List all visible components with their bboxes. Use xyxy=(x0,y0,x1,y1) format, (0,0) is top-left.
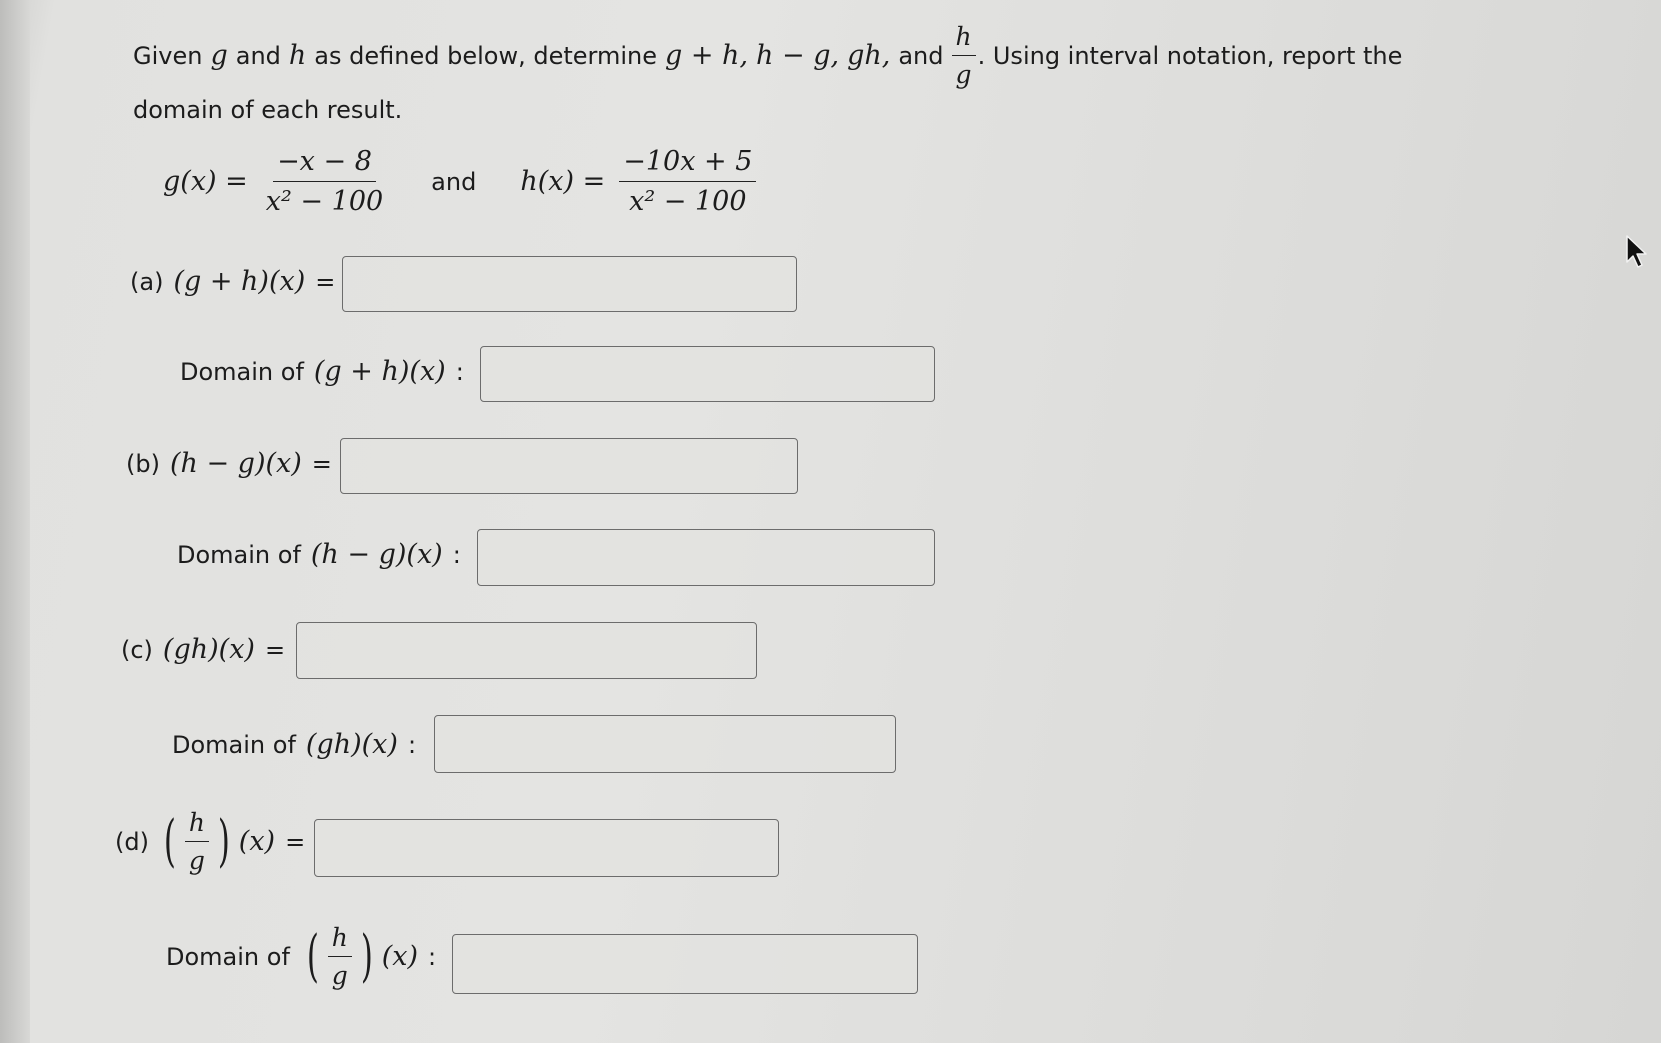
part-c-expr: (gh)(x) xyxy=(162,634,255,665)
part-d-label: (d) xyxy=(115,827,149,856)
part-b-domain-prefix: Domain of xyxy=(177,540,301,569)
part-b-answer-input[interactable] xyxy=(340,438,798,494)
op-sum: g + h, xyxy=(664,40,749,71)
part-d-frac-num: h xyxy=(185,808,209,842)
part-a-expr: (g + h)(x) xyxy=(173,266,306,297)
part-d-eq: = xyxy=(285,827,306,856)
intro-frac-num: h xyxy=(952,22,976,56)
part-d-domain-prefix: Domain of xyxy=(166,942,290,971)
function-definitions xyxy=(163,146,756,217)
part-d-domain-open-paren: ( xyxy=(306,923,319,989)
g-numerator: −x − 8 xyxy=(273,146,376,182)
part-d-domain-frac-num: h xyxy=(328,923,352,957)
h-fraction xyxy=(619,146,756,217)
intro-mid: as defined below, determine xyxy=(314,41,657,70)
part-b-label: (b) xyxy=(126,449,160,478)
part-b-expr: (h − g)(x) xyxy=(169,448,302,479)
h-denominator: x² − 100 xyxy=(629,186,747,217)
screen-edge-shadow xyxy=(0,0,30,1043)
part-d-domain-row xyxy=(166,923,436,990)
part-c-label: (c) xyxy=(121,635,153,664)
intro-prefix: Given xyxy=(133,41,203,70)
part-b-domain-expr: (h − g)(x) xyxy=(310,539,443,570)
part-d-label-row xyxy=(115,808,305,875)
part-d-frac-den: g xyxy=(188,846,205,875)
op-diff: h − g, xyxy=(756,40,840,71)
part-c-domain-prefix: Domain of xyxy=(172,730,296,759)
part-c-domain-colon: : xyxy=(407,730,417,759)
part-c-eq: = xyxy=(264,635,286,664)
part-d-domain-frac-den: g xyxy=(331,961,348,990)
part-c-domain-expr: (gh)(x) xyxy=(305,729,398,760)
part-d-domain-fraction xyxy=(328,923,352,990)
part-a-label-row xyxy=(130,266,335,297)
part-a-domain-row xyxy=(180,356,464,387)
part-d-arg: (x) xyxy=(238,826,276,857)
part-b-domain-colon: : xyxy=(452,540,461,569)
part-c-answer-input[interactable] xyxy=(296,622,757,679)
part-a-domain-prefix: Domain of xyxy=(180,357,304,386)
part-d-close-paren: ) xyxy=(217,808,230,874)
h-lhs: h(x) = xyxy=(520,166,606,197)
part-d-domain-close-paren: ) xyxy=(360,923,373,989)
g-denominator: x² − 100 xyxy=(265,186,384,217)
intro-h: h xyxy=(288,40,307,71)
intro-and: and xyxy=(235,41,281,70)
part-d-domain-arg: (x) xyxy=(381,941,419,972)
problem-intro-line1 xyxy=(133,22,1402,89)
part-c-domain-input[interactable] xyxy=(434,715,896,773)
intro-suffix: . Using interval notation, report the xyxy=(977,41,1403,70)
part-c-label-row xyxy=(121,634,285,665)
intro-fraction xyxy=(952,22,976,89)
part-a-eq: = xyxy=(315,267,336,296)
g-fraction xyxy=(262,146,387,217)
part-b-label-row xyxy=(126,448,332,479)
g-lhs: g(x) = xyxy=(163,166,248,197)
intro-frac-den: g xyxy=(955,60,972,89)
part-a-domain-colon: : xyxy=(455,357,464,386)
h-numerator: −10x + 5 xyxy=(619,146,756,182)
part-c-domain-row xyxy=(172,729,416,760)
part-a-domain-input[interactable] xyxy=(480,346,935,402)
part-b-domain-row xyxy=(177,539,461,570)
functions-and: and xyxy=(431,167,477,196)
op-prod: gh, xyxy=(847,40,891,71)
part-d-open-paren: ( xyxy=(163,808,176,874)
problem-intro-line2: domain of each result. xyxy=(133,96,403,124)
part-a-label: (a) xyxy=(130,267,164,296)
part-a-domain-expr: (g + h)(x) xyxy=(313,356,446,387)
part-d-domain-colon: : xyxy=(428,942,437,971)
part-d-answer-input[interactable] xyxy=(314,819,779,877)
part-d-domain-input[interactable] xyxy=(452,934,918,994)
part-b-domain-input[interactable] xyxy=(477,529,935,586)
part-d-fraction xyxy=(185,808,209,875)
mouse-pointer-icon xyxy=(1625,234,1649,270)
part-a-answer-input[interactable] xyxy=(342,256,797,312)
intro-g: g xyxy=(210,40,228,71)
intro-and-2: and xyxy=(898,41,944,70)
part-b-eq: = xyxy=(311,449,332,478)
